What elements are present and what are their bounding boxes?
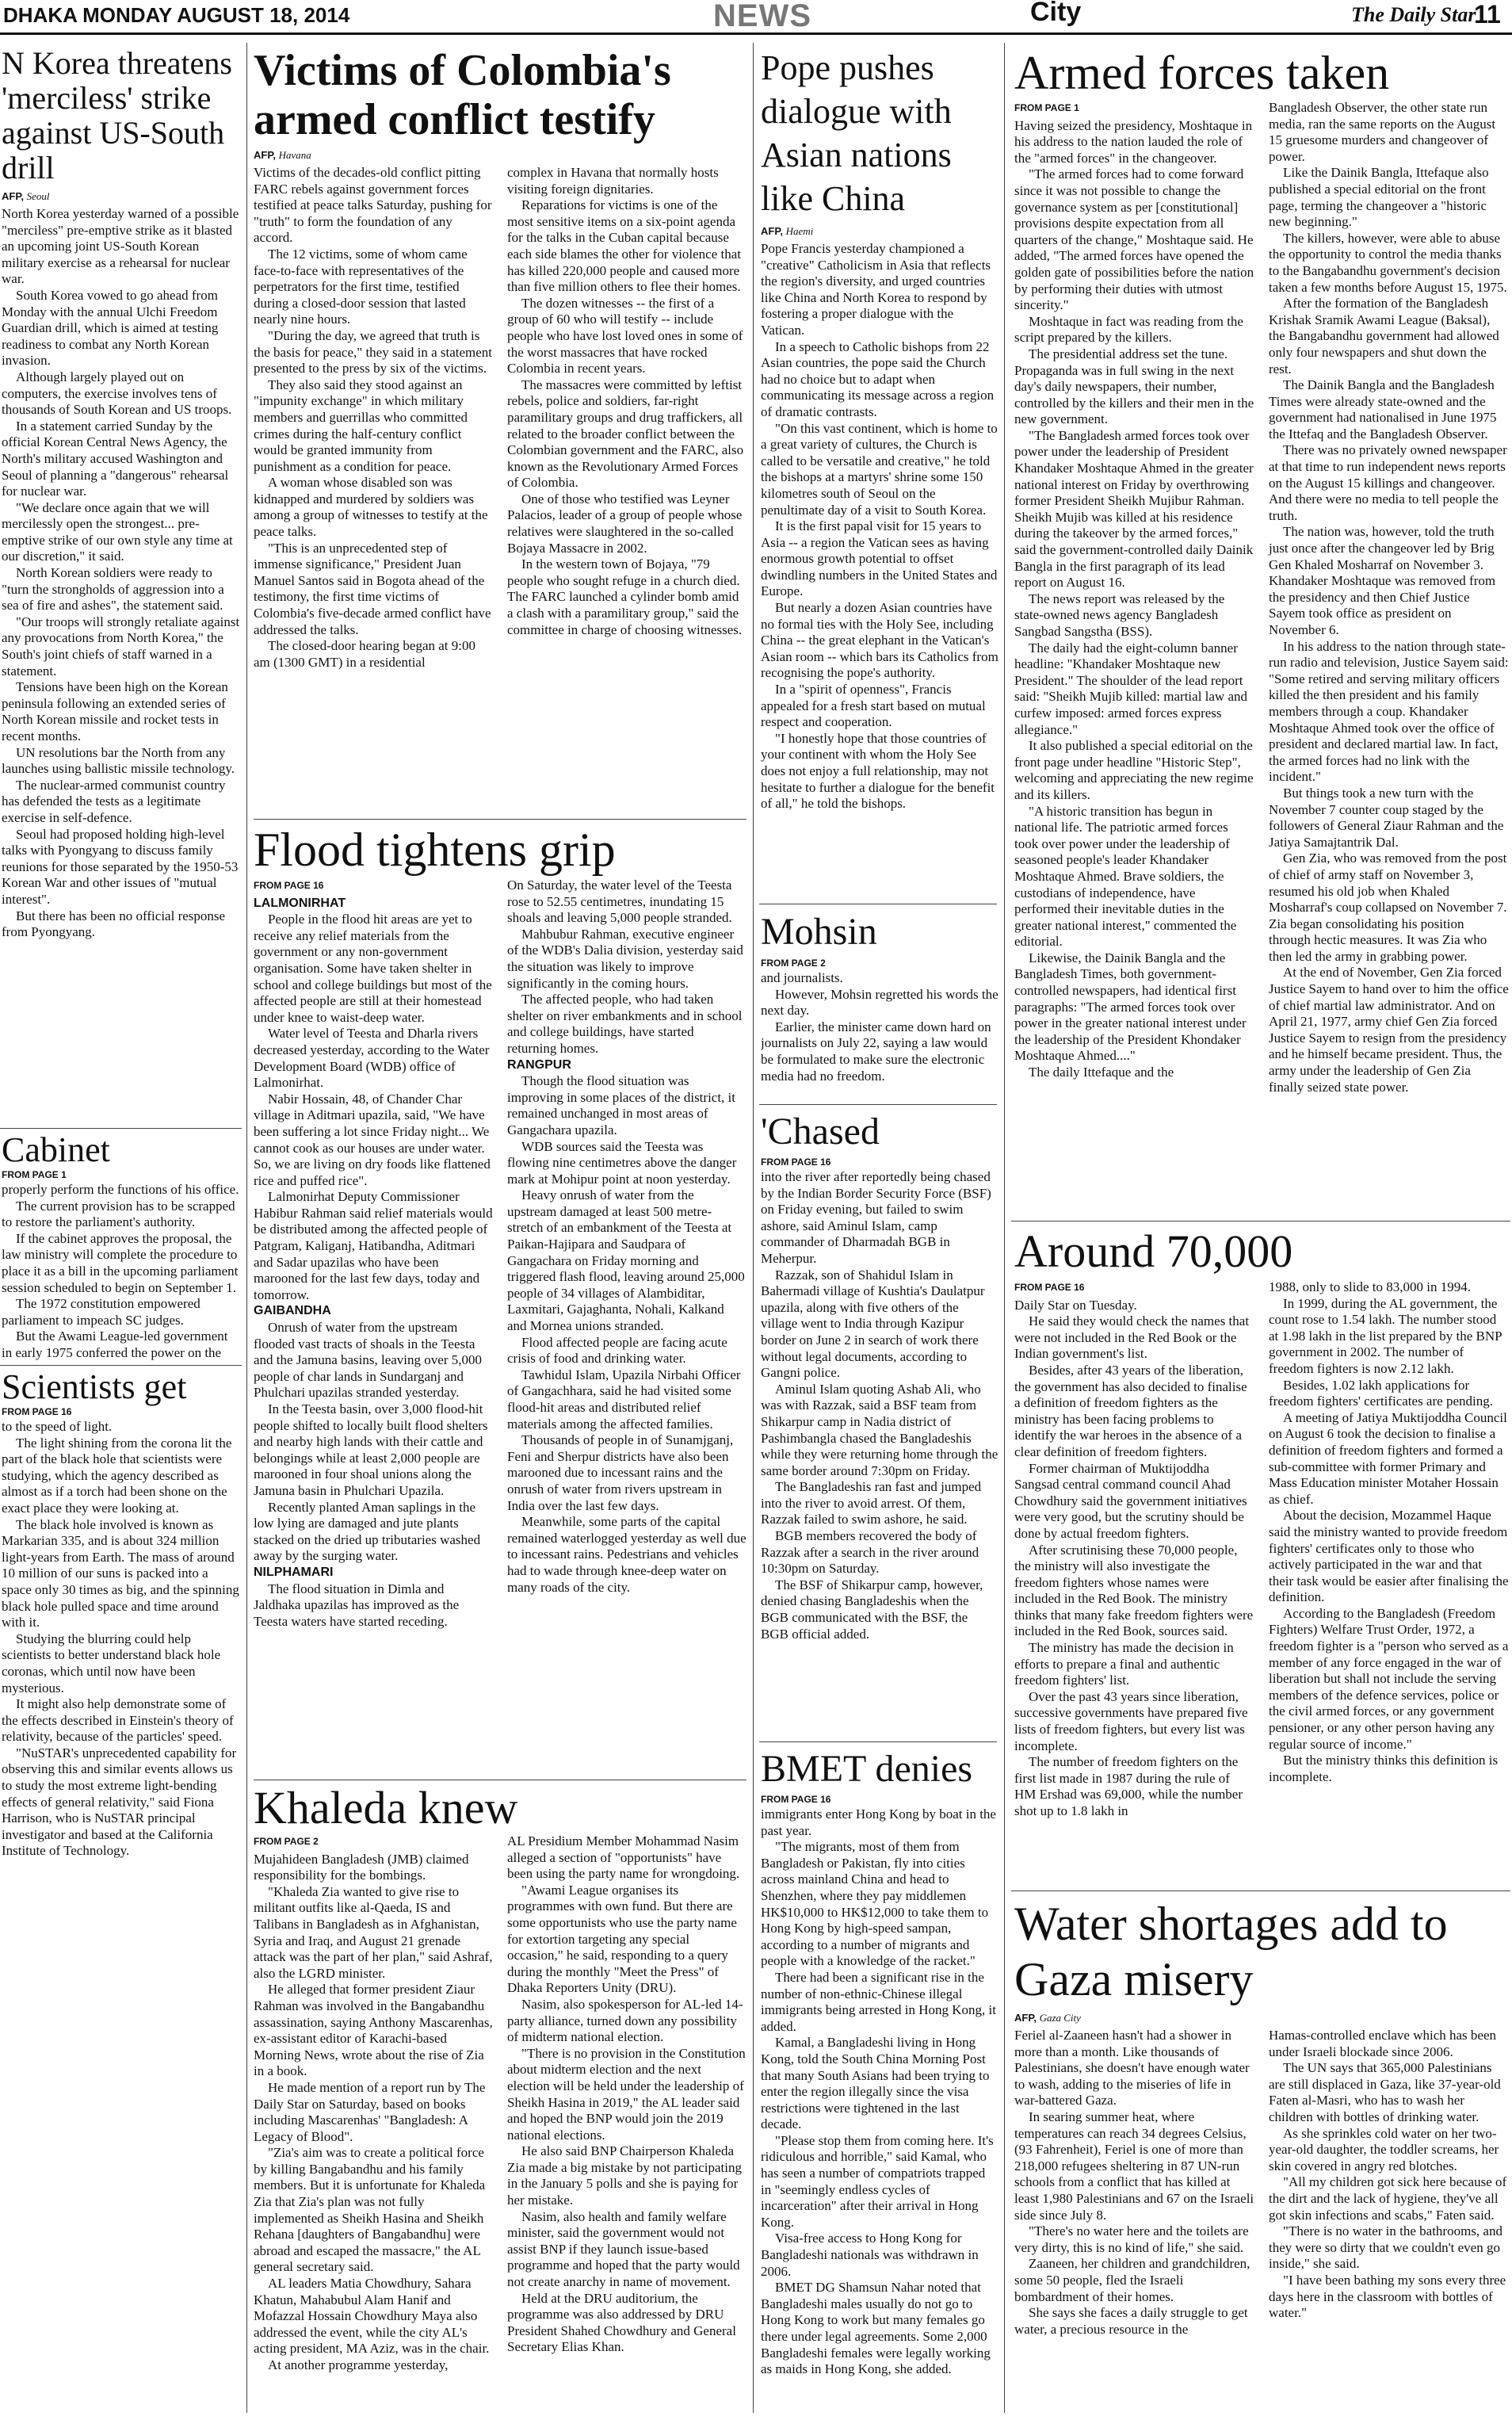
paragraph: At the end of November, Gen Zia forced Justice Sayem to hand over to him the office of chief martial law administrator. And on April 21, 1977, army chief Gen Zia forced Justice Sayem to resign from the presidency and he himself became president. Thus, the army under the leadership of Gen Zia finally seized state power. bbox=[1269, 965, 1509, 1095]
story-columns bbox=[254, 877, 746, 1630]
paragraph: Earlier, the minister came down hard on journalists on July 22, saying a law would be formulated to make sure the electronic media had no freedom. bbox=[761, 1019, 991, 1084]
paragraph: But there has been no official response from Pyongyang. bbox=[2, 908, 226, 940]
paragraph: Tensions have been high on the Korean peninsula following an extended series of North Korean missile and rocket tests in recent months. bbox=[2, 679, 228, 744]
paragraph: In the western town of Bojaya, "79 people who sought refuge in a church died. The FARC launched a cylinder bomb amid a clash with a paramilitary group," said the committee in charge of choosing witnesses. bbox=[507, 556, 743, 637]
paragraph: In the Teesta basin, over 3,000 flood-hit people shifted to locally built flood shelters and nearby high lands with their cattle and belongings while at least 2,000 people are marooned in four shoal unions along the Jamuna basin in Phulchari Upazila. bbox=[254, 1401, 488, 1498]
paragraph: "Khaleda Zia wanted to give rise to militant outfits like al-Qaeda, IS and Talibans in Bangladesh as in Afghanistan, Syria and Iraq, and August 21 grenade attack was the part of her plan," said Ashraf, also the LGRD minister. bbox=[254, 1883, 493, 1981]
paragraph: "NuSTAR's unprecedented capability for observing this and similar events allows us to study the most extreme light-bending effects of general relativity," said Fiona Harrison, who is NuSTAR principal investigator and based at the California Institute of Technology. bbox=[2, 1745, 237, 1859]
paragraph: Water level of Teesta and Dharla rivers decreased yesterday, according to the Water Development Board (WDB) office of Lalmonirhat. bbox=[254, 1026, 490, 1091]
column-rule bbox=[753, 43, 754, 2413]
paragraph: The 1972 constitution empowered parliament to impeach SC judges. bbox=[2, 1296, 200, 1328]
paragraph: AL leaders Matia Chowdhury, Sahara Khatun, Mahabubul Alam Hanif and Mofazzal Hossain Chowdhury Maya also addressed the event, while the city AL's acting president, MA Aziz, was in the chair. bbox=[254, 2276, 490, 2357]
paragraph: After scrutinising these 70,000 people, the ministry will also investigate the freedom fighters whose names were included in the Red Book. The ministry thinks that many fake freedom fighters were included in the Red Book, sources said. bbox=[1014, 1542, 1254, 1639]
headline: Armed forces taken bbox=[1014, 47, 1390, 99]
story-column bbox=[507, 1833, 746, 2374]
headline: BMET denies bbox=[761, 1748, 973, 1790]
story-column bbox=[254, 1833, 493, 2374]
story-divider bbox=[254, 819, 746, 820]
paragraph: UN resolutions bar the North from any launches using ballistic missile technology. bbox=[2, 744, 235, 777]
byline-place: Haemi bbox=[785, 225, 814, 237]
story-chased bbox=[761, 1107, 998, 1738]
byline bbox=[761, 225, 998, 238]
story-column bbox=[1269, 1279, 1509, 1820]
paragraph: complex in Havana that normally hosts visiting foreign dignitaries. bbox=[507, 165, 719, 197]
paragraph: "Awami League organises its programmes with own fund. But there are some opportunists who use the party name for extortion targeting any special occasion," he said, responding to a query during the monthly "Meet the Press" of Dhaka Reporters Unity (DRU). bbox=[507, 1882, 737, 1996]
story-colombia bbox=[254, 46, 746, 816]
byline-place: Seoul bbox=[26, 190, 50, 202]
jump-label: FROM PAGE 2 bbox=[254, 1836, 319, 1847]
paragraph: "Please stop them from coming here. It's ridiculous and horrible," said Kamal, who has seen a number of compatriots trapped in "seemingly endless cycles of incarceration" after their arrival in Hong Kong. bbox=[761, 2132, 994, 2230]
story-flood bbox=[254, 822, 746, 1777]
paragraph: Nasim, also spokesperson for AL-led 14-party alliance, turned down any possibility of midterm national election. bbox=[507, 1996, 743, 2045]
paragraph: He made mention of a report run by The Daily Star on Saturday, based on books including Mascarenhas' "Bangladesh: A Legacy of Blood". bbox=[254, 2079, 486, 2144]
paragraph: Although largely played out on computers, the exercise involves tens of thousands of South Korean and US troops. bbox=[2, 369, 232, 418]
paragraph: Nabir Hossain, 48, of Chander Char village in Aditmari upazila, said, "We have been suffering a lot since Friday night... We cannot cook as our houses are under water. So, we are living on dry foods like flattened rice and puffed rice". bbox=[254, 1091, 491, 1188]
paragraph: Though the flood situation was improving in some places of the district, it remained unchanged in most areas of Gangachara upazila. bbox=[507, 1073, 736, 1137]
paragraph: The number of freedom fighters on the first list made in 1987 during the rule of HM Ershad was 69,000, while the number shot up to 1.8 lakh in bbox=[1014, 1754, 1243, 1818]
paragraph: Aminul Islam quoting Ashab Ali, who was with Razzak, said a BSF team from Shikarpur camp in Nadia district of Pashimbangla chased the Bangladeshis while they were returning home through the same border around 7:30pm on Friday. bbox=[761, 1381, 998, 1478]
paragraph: He also said BNP Chairperson Khaleda Zia made a big mistake by not participating in the January 5 polls and she is paying for her mistake. bbox=[507, 2143, 742, 2208]
jump-label: FROM PAGE 16 bbox=[2, 1406, 72, 1417]
paragraph: According to the Bangladesh (Freedom Fighters) Welfare Trust Order, 1972, a freedom fighter is a "person who served as a member of any force engaged in the war of liberation but shall not include the serving members of the defence services, police or the civil armed forces, or any government pensioner, or any other person having any regular source of income." bbox=[1269, 1605, 1509, 1752]
story-columns bbox=[254, 1833, 746, 2374]
story-divider bbox=[759, 1741, 997, 1742]
jump-label: FROM PAGE 16 bbox=[1014, 1282, 1085, 1293]
paragraph: Hamas-controlled enclave which has been under Israeli blockade since 2006. bbox=[1269, 2028, 1496, 2059]
column-rule bbox=[246, 43, 247, 2413]
paragraph: The 12 victims, some of whom came face-to-face with representatives of the perpetrators for the first time, testified during a closed-door session that lasted nearly nine hours. bbox=[254, 246, 468, 327]
column-rule bbox=[1004, 43, 1005, 2413]
paragraph: "Zia's aim was to create a political force by killing Bangabandhu and his family members. But it is unfortunate for Khaleda Zia that Zia's plan was not fully implemented as Sheikh Hasina and Sheikh Rehana [daughters of Bangabandhu] were abroad and escaped the massacre," the AL general secretary said. bbox=[254, 2145, 486, 2275]
story-body bbox=[2, 1182, 241, 1363]
headline: Around 70,000 bbox=[1014, 1225, 1293, 1277]
paragraph: The BSF of Shikarpur camp, however, denied chasing Bangladeshis when the BGB communicated with the BSF, the BGB official added. bbox=[761, 1577, 983, 1642]
jump-label: FROM PAGE 1 bbox=[1014, 102, 1079, 113]
paragraph: Reparations for victims is one of the most sensitive items on a six-point agenda for the talks in the Cuban capital because each side blames the other for violence that has killed 220,000 people and caused more than five million others to flee their homes. bbox=[507, 197, 742, 295]
paragraph: On Saturday, the water level of the Teesta rose to 52.55 centimetres, inundating 15 shoals and leaving 5,000 people stranded. bbox=[507, 877, 732, 926]
paragraph: In a speech to Catholic bishops from 22 Asian countries, the pope said the Church had no choice but to adapt when communicating its message across a region of dramatic contrasts. bbox=[761, 338, 995, 419]
story-body bbox=[2, 206, 241, 941]
paragraph: Mahbubur Rahman, executive engineer of the WDB's Dalia division, yesterday said the situation was likely to improve significantly in the coming hours. bbox=[507, 926, 743, 991]
paragraph: The UN says that 365,000 Palestinians are still displaced in Gaza, like 37-year-old Faten al-Masri, who has to wash her children with bottles of drinking water. bbox=[1269, 2060, 1501, 2124]
paragraph: into the river after reportedly being chased by the Indian Border Security Force (BSF) on Friday evening, but failed to swim ashore, said Aminul Islam, camp commander of Dharmadah BGB in Meherpur. bbox=[761, 1169, 991, 1266]
paragraph: Gen Zia, who was removed from the post of chief of army staff on November 3, resumed his old job when Khaled Mosharraf's coup collapsed on November 7. Zia began consolidating his position through hectic measures. It was Zia who then led the army in grabbing power. bbox=[1269, 851, 1507, 964]
story-column bbox=[1269, 2028, 1509, 2338]
paragraph: "During the day, we agreed that truth is the basis for peace," they said in a statement presented to the press by six of the victims. bbox=[254, 327, 493, 377]
subhead: NILPHAMARI bbox=[254, 1565, 334, 1579]
paragraph: "There is no water in the bathrooms, and they were so dirty that we couldn't even go inside," she said. bbox=[1269, 2223, 1502, 2272]
paragraph: People in the flood hit areas are yet to receive any relief materials from the government or any non-government organisation. Some have taken shelter in school and college buildings but most of the affected people are still at their homestead under knee to waist-deep water. bbox=[254, 912, 492, 1025]
paragraph: "On this vast continent, which is home to a great variety of cultures, the Church is called to be versatile and creative," he told the bishops at a martyrs' shrine some 150 kilometres south of Seoul on the penultimate day of a visit to South Korea. bbox=[761, 420, 998, 518]
paragraph: The dozen witnesses -- the first of a group of 60 who will testify -- include people who have lost loved ones in some of the worst massacres that have rocked Colombia in recent years. bbox=[507, 295, 743, 377]
story-column bbox=[507, 877, 746, 1630]
story-khaleda bbox=[254, 1783, 746, 2418]
paragraph: In his address to the nation through state-run radio and television, Justice Sayem said: "Some retired and serving military officers killed the then president and his family members through a coup. Khandaker Moshtaque Ahmed took over the office of president and declared martial law. In fact, the armed forces had no link with the incident." bbox=[1269, 638, 1509, 785]
subhead: RANGPUR bbox=[507, 1057, 571, 1072]
paragraph: The Dainik Bangla and the Bangladesh Times were already state-owned and the government had nationalised in June 1975 the Ittefaq and the Bangladesh Observer. bbox=[1269, 377, 1497, 442]
jump-label: FROM PAGE 16 bbox=[254, 880, 324, 891]
headline: N Korea threatens 'merciless' strike against US-South drill bbox=[2, 46, 232, 185]
paragraph: The news report was released by the state-owned news agency Bangladesh Sangbad Sangstha (BSS). bbox=[1014, 591, 1225, 639]
paragraph: Pope Francis yesterday championed a "creative" Catholicism in Asia that reflects the region's diversity, and urged countries like China and North Korea to respond by fostering a proper dialogue with the Vatican. bbox=[761, 241, 991, 338]
headline: Pope pushes dialogue with Asian nations like China bbox=[761, 48, 952, 218]
paragraph: Kamal, a Bangladeshi living in Hong Kong, told the South China Morning Post that many South Asians had been trying to enter the region illegally since the visa restrictions were tightened in the last decade. bbox=[761, 2035, 990, 2132]
story-divider bbox=[759, 1104, 997, 1105]
paragraph: BMET DG Shamsun Nahar noted that Bangladeshi males usually do not go to Hong Kong to work but many females go there under legal agreements. Some 2,000 Bangladeshi females were legally working as maids in Hong Kong, she added. bbox=[761, 2280, 991, 2377]
paragraph: "The armed forces had to come forward since it was not possible to change the governance system as per [constitutional] provisions despite expectation from all quarters of the change," Moshtaque said. He added, "The armed forces have opened the golden gate of possibilities before the nation by performing their duties with utmost sincerity." bbox=[1014, 166, 1254, 313]
story-columns bbox=[1014, 1279, 1509, 1820]
paragraph: She says she faces a daily struggle to get water, a precious resource in the bbox=[1014, 2305, 1248, 2337]
paragraph: properly perform the functions of his office. bbox=[2, 1182, 239, 1197]
paragraph: The closed-door hearing began at 9:00 am (1300 GMT) in a residential bbox=[254, 638, 475, 670]
story-around-70000 bbox=[1014, 1224, 1509, 1888]
paragraph: to the speed of light. bbox=[2, 1419, 113, 1434]
paragraph: Held at the DRU auditorium, the programme was also addressed by DRU President Shahed Chowdhury and General Secretary Elias Khan. bbox=[507, 2290, 736, 2355]
paragraph: Likewise, the Dainik Bangla and the Bangladesh Times, both government-controlled newspapers, had identical first paragraphs: "The armed forces took over power in the greater national interest under the leadership of the President Khondaker Moshtaque Ahmed...." bbox=[1014, 950, 1247, 1064]
paragraph: South Korea vowed to go ahead from Monday with the annual Ulchi Freedom Guardian drill, which is aimed at testing readiness to combat any North Korean invasion. bbox=[2, 287, 219, 369]
story-body bbox=[2, 1419, 241, 1860]
paragraph: Besides, 1.02 lakh applications for freedom fighters' certificates are pending. bbox=[1269, 1377, 1493, 1409]
paragraph: There was no privately owned newspaper at that time to run independent news reports on the August 15 killings and changeover. And there were no media to tell people the truth. bbox=[1269, 442, 1507, 523]
paragraph: It is the first papal visit for 15 years to Asia -- a region the Vatican sees as having enormous growth potential to offset dwindling numbers in the United States and Europe. bbox=[761, 518, 998, 599]
story-bmet bbox=[761, 1745, 998, 2418]
paragraph: The nation was, however, told the truth just once after the changeover led by Brig Gen Khaled Mosharraf on November 3. Khandaker Moshtaque was removed from the presidency and then Chief Justice Sayem took office as president on November 6. bbox=[1269, 524, 1496, 637]
paragraph: Meanwhile, some parts of the capital remained waterlogged yesterday as well due to incessant rains. Pedestrians and vehicles had to wade through knee-deep water on many roads of the city. bbox=[507, 1514, 746, 1595]
story-divider bbox=[0, 1128, 242, 1129]
paragraph: If the cabinet approves the proposal, the law ministry will complete the procedure to place it as a bill in the upcoming parliament session scheduled to begin on September 1. bbox=[2, 1230, 239, 1295]
paragraph: Seoul had proposed holding high-level talks with Pyongyang to discuss family reunions for those separated by the 1950-53 Korean War and other issues of "mutual interest". bbox=[2, 826, 239, 907]
paragraph: The affected people, who had taken shelter on river embankments and in school and college buildings, have started returning homes. bbox=[507, 992, 743, 1056]
paragraph: At another programme yesterday, bbox=[268, 2357, 449, 2372]
paragraph: Lalmonirhat Deputy Commissioner Habibur Rahman said relief materials would be distributed among the affected people of Patgram, Kaliganj, Hatibandha, Aditmari and Sadar upazilas who have been marooned for the last few days, today and tomorrow. bbox=[254, 1189, 493, 1302]
byline-agency: AFP, bbox=[761, 225, 783, 237]
paragraph: "We declare once again that we will mercilessly open the strongest... pre-emptive strike of our own style any time at our discretion," it said. bbox=[2, 499, 233, 564]
story-column bbox=[254, 877, 493, 1630]
story-column bbox=[507, 165, 746, 671]
paragraph: and journalists. bbox=[761, 970, 843, 985]
paragraph: It also published a special editorial on the front page under headline "Historic Step", welcoming and appreciating the new regime and its killers. bbox=[1014, 738, 1254, 802]
jump-label: FROM PAGE 1 bbox=[2, 1169, 67, 1180]
paragraph: About the decision, Mozammel Haque said the ministry wanted to provide freedom fighters' certificates only to those who actively participated in the war and that their task would be easier after finalising the definition. bbox=[1269, 1508, 1509, 1605]
paragraph: But nearly a dozen Asian countries have no formal ties with the Holy See, including China -- the great elephant in the Vatican's Asian room -- which bars its Catholics from recognising the pope's authority. bbox=[761, 600, 998, 681]
paragraph: The Bangladeshis ran fast and jumped into the river to avoid arrest. Of them, Razzak failed to swim ashore, he said. bbox=[761, 1479, 982, 1527]
subhead: GAIBANDHA bbox=[254, 1304, 331, 1318]
story-column bbox=[1014, 2028, 1254, 2338]
headline: Cabinet bbox=[2, 1131, 110, 1169]
paragraph: In a "spirit of openness", Francis appealed for a fresh start based on mutual respect and cooperation. bbox=[761, 682, 986, 730]
headline: Khaleda knew bbox=[254, 1783, 518, 1833]
headline: Flood tightens grip bbox=[254, 824, 616, 876]
headline: Victims of Colombia's armed conflict testify bbox=[254, 46, 671, 144]
paragraph: Tawhidul Islam, Upazila Nirbahi Officer of Gangachhara, said he had visited some flood-hit areas and distributed relief materials among the affected families. bbox=[507, 1367, 741, 1432]
paragraph: Over the past 43 years since liberation, successive governments have prepared five lists of freedom fighters, but every list was incomplete. bbox=[1014, 1688, 1248, 1753]
paragraph: A meeting of Jatiya Muktijoddha Council on August 6 took the decision to finalise a definition of freedom fighters and formed a sub-committee with former Primary and Mass Education minister Motaher Hossain as chief. bbox=[1269, 1409, 1507, 1507]
paragraph: "There is no provision in the Constitution about midterm election and the next election will be held under the leadership of Sheikh Hasina in 2019," the AL leader said and hoped the BNP would join the 2019 national elections. bbox=[507, 2045, 746, 2143]
paragraph: "A historic transition has begun in national life. The patriotic armed forces took over power under the leadership of seasoned people's leader Khandaker Moshtaque Ahmed. Brave soldiers, the custodians of independence, have performed their inevitable duties in the greater national interest," commented the editorial. bbox=[1014, 803, 1237, 950]
paragraph: Zaaneen, her children and grandchildren, some 50 people, fled the Israeli bombardment of their homes. bbox=[1014, 2256, 1250, 2304]
jump-label: FROM PAGE 16 bbox=[761, 1794, 831, 1805]
paragraph: The black hole involved is known as Markarian 335, and is about 324 million light-years from Earth. The mass of around 10 million of our suns is packed into a space only 30 times as big, and the spinning black hole pulled space and time around with it. bbox=[2, 1516, 239, 1631]
byline-agency: AFP, bbox=[254, 149, 276, 161]
page-number: 11 bbox=[1474, 0, 1501, 29]
paragraph: It might also help demonstrate some of the effects described in Einstein's theory of relativity, because of the particles' speed. bbox=[2, 1696, 234, 1745]
paragraph: Besides, after 43 years of the liberation, the government has also decided to finalise a definition of freedom fighters as the ministry has been facing problems to identify the war heroes in the absence of a clear definition of freedom fighters. bbox=[1014, 1362, 1247, 1459]
paragraph: He alleged that former president Ziaur Rahman was involved in the Bangabandhu assassination, saying Anthony Mascarenhas, ex-assistant editor of Karachi-based Morning News, wrote about the rise of Zia in a book. bbox=[254, 1982, 493, 2079]
paragraph: Visa-free access to Hong Kong for Bangladeshi nationals was withdrawn in 2006. bbox=[761, 2231, 979, 2279]
paragraph: The daily had the eight-column banner headline: "Khandaker Moshtaque new President." The shoulder of the lead report said: "Sheikh Mujib killed: martial law and curfew imposed: armed forces express allegiance." bbox=[1014, 640, 1248, 737]
jump-label: FROM PAGE 2 bbox=[761, 958, 826, 969]
story-nkorea bbox=[2, 46, 241, 1126]
paragraph: In a statement carried Sunday by the official Korean Central News Agency, the North's military accused Washington and Seoul of planning a "dangerous" rehearsal for nuclear war. bbox=[2, 418, 229, 499]
paragraph: The light shining from the corona lit the part of the black hole that scientists were studying, which the agency described as almost as if a torch had been shone on the exact place they were looking at. bbox=[2, 1435, 232, 1516]
story-body bbox=[761, 970, 998, 1084]
paragraph: Mujahideen Bangladesh (JMB) claimed responsibility for the bombings. bbox=[254, 1851, 469, 1883]
paragraph: Like the Dainik Bangla, Ittefaque also published a special editorial on the front page, terming the changeover a "historic new beginning." bbox=[1269, 165, 1489, 230]
paragraph: Studying the blurring could help scientists to better understand black hole coronas, which until now have been mysterious. bbox=[2, 1631, 221, 1696]
paragraph: Flood affected people are facing acute crisis of food and drinking water. bbox=[507, 1334, 727, 1367]
paragraph: "I have been bathing my sons every three days here in the classroom with bottles of water." bbox=[1269, 2272, 1506, 2321]
paragraph: The massacres were committed by leftist rebels, police and soldiers, far-right paramilitary groups and drug traffickers, all related to the broader conflict between the Colombian government and the FARC, also known as the Revolutionary Armed Forces of Colombia. bbox=[507, 377, 744, 491]
paragraph: The killers, however, were able to abuse the opportunity to control the media thanks to the Bangabandhu government's decision taken a few months before August 15, 1975. bbox=[1269, 230, 1507, 295]
paragraph: But the Awami League-led government in early 1975 conferred the power on the bbox=[2, 1329, 228, 1360]
masthead-logo: The Daily Star bbox=[1351, 3, 1476, 26]
headline: 'Chased bbox=[761, 1111, 880, 1153]
byline-place: Gaza City bbox=[1039, 2012, 1081, 2024]
paragraph: Feriel al-Zaaneen hasn't had a shower in more than a month. Like thousands of Palestinians, she doesn't have enough water to wash, adding to the miseries of life in war-battered Gaza. bbox=[1014, 2028, 1250, 2108]
paragraph: "I honestly hope that those countries of your continent with whom the Holy See does not enjoy a full relationship, may not hesitate to further a dialogue for the benefit of all," he told the bishops. bbox=[761, 730, 995, 812]
paragraph: As she sprinkles cold water on her two-year-old daughter, the toddler screams, her skin covered in angry red blotches. bbox=[1269, 2125, 1499, 2173]
paragraph: One of those who testified was Leyner Palacios, leader of a group of people whose relatives were slaughtered in the so-called Bojaya Massacre in 2002. bbox=[507, 491, 743, 556]
paragraph: In 1999, during the AL government, the count rose to 1.54 lakh. The number stood at 1.98 lakh in the list prepared by the BNP government in 2002. The number of freedom fighters is now 2.12 lakh. bbox=[1269, 1295, 1502, 1376]
paragraph: Heavy onrush of water from the upstream damaged at least 500 metre-stretch of an embankment of the Teesta at Paikan-Hajipara and Saudpara of Gangachara on Friday morning and triggered flash flood, leaving around 25,000 people of 34 villages of Alambiditar, Laxmitari, Gajaghanta, Nohali, Kalkand and Mornea unions stranded. bbox=[507, 1187, 745, 1334]
story-cabinet bbox=[2, 1131, 241, 1363]
paragraph: Recently planted Aman saplings in the low lying are damaged and jute plants stacked on the dried up tributaries washed away by the surging water. bbox=[254, 1499, 481, 1564]
byline bbox=[2, 190, 241, 203]
paragraph: They also said they stood against an "impunity exchange" in which military members and guerrillas who committed crimes during the half-century conflict would be granted immunity from punishment as a condition for peace. bbox=[254, 377, 468, 474]
paragraph: 1988, only to slide to 83,000 in 1994. bbox=[1269, 1279, 1471, 1294]
story-columns bbox=[1014, 100, 1509, 1095]
paragraph: The flood situation in Dimla and Jaldhaka upazilas has improved as the Teesta waters have started receding. bbox=[254, 1581, 460, 1629]
byline bbox=[1014, 2012, 1509, 2024]
paragraph: There had been a significant rise in the number of non-ethnic-Chinese illegal immigrants being arrested in Hong Kong, it added. bbox=[761, 1969, 996, 2034]
paragraph: In searing summer heat, where temperatures can reach 34 degrees Celsius, (93 Fahrenheit), Feriel is one of more than 218,000 refugees sheltering in 87 UN-run schools from a conflict that has killed at least 1,980 Palestinians and 67 on the Israeli side since July 8. bbox=[1014, 2108, 1254, 2223]
paragraph: North Korean soldiers were ready to "turn the strongholds of aggression into a sea of fire and ashes", the statement said. bbox=[2, 565, 224, 614]
page-label: City bbox=[1030, 0, 1082, 27]
story-columns bbox=[254, 165, 746, 671]
story-mohsin bbox=[761, 907, 998, 1102]
headline: Water shortages add to Gaza misery bbox=[1014, 1898, 1448, 2005]
paragraph: The daily Ittefaque and the bbox=[1029, 1065, 1174, 1080]
story-pope bbox=[761, 46, 998, 900]
headline: Scientists get bbox=[2, 1368, 187, 1406]
paragraph: Moshtaque in fact was reading from the script prepared by the killers. bbox=[1014, 313, 1243, 346]
paragraph: BGB members recovered the body of Razzak after a search in the river around 10:30pm on Saturday. bbox=[761, 1528, 979, 1577]
story-column bbox=[1014, 1279, 1254, 1820]
paragraph: "There's no water here and the toilets are very dirty, this is no kind of life," she said. bbox=[1014, 2223, 1249, 2255]
paragraph: Victims of the decades-old conflict pitting FARC rebels against government forces testified at peace talks Saturday, pushing for "truth" to form the foundation of any accord. bbox=[254, 165, 492, 246]
story-divider bbox=[0, 1365, 242, 1366]
paragraph: However, Mohsin regretted his words the next day. bbox=[761, 986, 998, 1019]
paragraph: The nuclear-armed communist country has defended the tests as a legitimate exercise in self-defence. bbox=[2, 777, 226, 825]
byline-agency: AFP, bbox=[1014, 2012, 1037, 2024]
paragraph: Bangladesh Observer, the other state run media, ran the same reports on the August 15 gruesome murders and changeover of power. bbox=[1269, 100, 1496, 164]
paragraph: "The migrants, most of them from Bangladesh or Pakistan, fly into cities across mainland China and head to Shenzhen, where they pay middlemen HK$10,000 to HK$12,000 to take them to Hong Kong by high-speed sampan, according to a number of migrants and people with a knowledge of the racket." bbox=[761, 1839, 989, 1969]
paragraph: Nasim, also health and family welfare minister, said the government would not assist BNP if they launch issue-based programme and hoped that the party would not create anarchy in name of movement. bbox=[507, 2208, 740, 2290]
paragraph: But the ministry thinks this definition is incomplete. bbox=[1269, 1753, 1499, 1784]
paragraph: The ministry has made the decision in efforts to prepare a final and authentic freedom fighters' list. bbox=[1014, 1640, 1234, 1688]
paragraph: A woman whose disabled son was kidnapped and murdered by soldiers was among a group of witnesses to testify at the peace talks. bbox=[254, 475, 488, 540]
paragraph: WDB sources said the Teesta was flowing nine centimetres above the danger mark at Mohipur point at noon yesterday. bbox=[507, 1138, 737, 1187]
paragraph: He said they would check the names that were not included in the Red Book or the Indian government's list. bbox=[1014, 1313, 1250, 1362]
byline-agency: AFP, bbox=[2, 190, 24, 202]
paragraph: "Our troops will strongly retaliate against any provocations from North Korea," the South's joint chiefs of staff warned in a statement. bbox=[2, 614, 240, 679]
paragraph: The presidential address set the tune. Propaganda was in full swing in the next day's daily newspapers, their number, controlled by the killers and their men in the new government. bbox=[1014, 346, 1254, 427]
issue-date: DHAKA MONDAY AUGUST 18, 2014 bbox=[3, 3, 350, 27]
section-label: NEWS bbox=[713, 0, 811, 33]
story-armed-forces bbox=[1014, 46, 1509, 1218]
story-column bbox=[254, 165, 493, 671]
paragraph: North Korea yesterday warned of a possible "merciless" pre-emptive strike as it blasted an upcoming joint US-South Korean military exercise as a rehearsal for nuclear war. bbox=[2, 206, 239, 287]
paragraph: immigrants enter Hong Kong by boat in the past year. bbox=[761, 1806, 996, 1838]
story-body bbox=[761, 1169, 998, 1642]
paragraph: Having seized the presidency, Moshtaque in his address to the nation lauded the role of the "armed forces" in the changeover. bbox=[1014, 117, 1253, 166]
paragraph: Onrush of water from the upstream flooded vast tracts of shoals in the Teesta and the Jamuna basins, leaving over 5,000 people of char lands in Sundarganj and Phulchari upazilas stranded yesterday. bbox=[254, 1320, 482, 1401]
story-gaza bbox=[1014, 1896, 1509, 2418]
paragraph: Razzak, son of Shahidul Islam in Bahermadi village of Kushtia's Daulatpur upazila, along with five others of the village went to India through Kazipur border on June 2 in search of work there without legal documents, according to Gangni police. bbox=[761, 1267, 985, 1381]
byline bbox=[254, 149, 746, 162]
story-body bbox=[761, 241, 998, 812]
paragraph: The current provision has to be scrapped to restore the parliament's authority. bbox=[2, 1198, 235, 1230]
story-columns bbox=[1014, 2028, 1509, 2338]
paragraph: Former chairman of Muktijoddha Sangsad central command council Ahad Chowdhury said the government initiatives were very good, but the scrutiny should be done by actual freedom fighters. bbox=[1014, 1460, 1247, 1541]
paragraph: "This is an unprecedented step of immense significance," President Juan Manuel Santos said in Bogota ahead of the testimony, the first time victims of Colombia's five-decade armed conflict have addressed the talks. bbox=[254, 540, 491, 637]
paragraph: "The Bangladesh armed forces took over power under the leadership of President Khandaker Moshtaque Ahmed in the greater national interest on Friday by overthrowing former President Sheikh Mujibur Rahman. Sheikh Mujib was killed at his residence during the takeover by the armed forces," said the government-controlled daily Dainik Bangla in the first paragraph of its lead report on August 16. bbox=[1014, 427, 1254, 591]
subhead: LALMONIRHAT bbox=[254, 896, 346, 910]
paragraph: AL Presidium Member Mohammad Nasim alleged a section of "opportunists" have been using the party name for wrongdoing. bbox=[507, 1833, 740, 1882]
paragraph: But things took a new turn with the November 7 counter coup staged by the followers of General Ziaur Rahman and the Jatiya Samajtantrik Dal. bbox=[1269, 785, 1504, 850]
story-column bbox=[1014, 100, 1254, 1095]
headline: Mohsin bbox=[761, 911, 877, 953]
story-body bbox=[761, 1806, 998, 2378]
byline-place: Havana bbox=[278, 149, 311, 161]
story-column bbox=[1269, 100, 1509, 1095]
paragraph: After the formation of the Bangladesh Krishak Sramik Awami League (Baksal), the Bangabandhu government had allowed only four newspapers and shut down the rest. bbox=[1269, 296, 1499, 377]
page-header bbox=[0, 0, 1512, 35]
story-scientists bbox=[2, 1368, 241, 2418]
paragraph: Daily Star on Tuesday. bbox=[1014, 1297, 1137, 1313]
paragraph: Thousands of people in of Sunamjganj, Feni and Sherpur districts have also been marooned due to incessant rains and the onrush of water from rivers upstream in India over the last few days. bbox=[507, 1432, 734, 1513]
paragraph: "All my children got sick here because of the dirt and the lack of hygiene, they've all got skin infections and scabs," Faten said. bbox=[1269, 2174, 1507, 2223]
jump-label: FROM PAGE 16 bbox=[761, 1156, 831, 1168]
